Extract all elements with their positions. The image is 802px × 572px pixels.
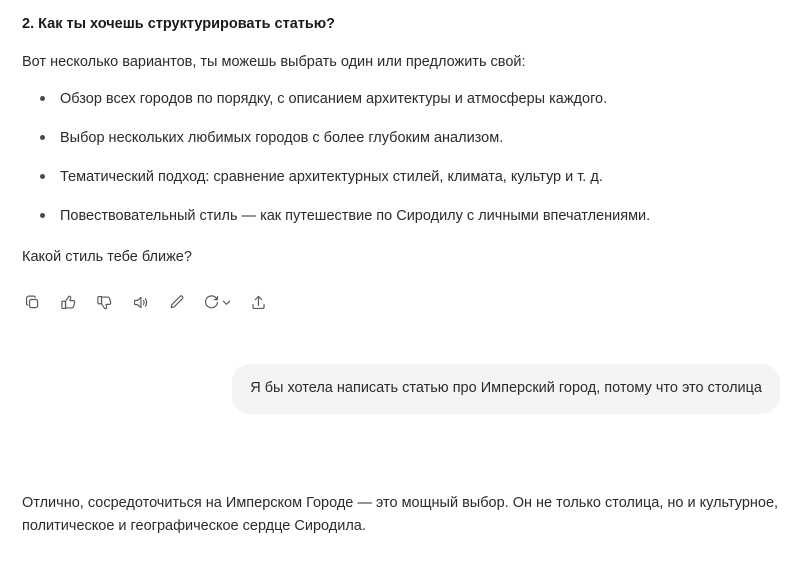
list-item-label: Повествовательный стиль — как путешествие по Сиродилу с личными впечатлениями. [60,208,651,225]
assistant-message-intro: Вот несколько вариантов, ты можешь выбрать один или предложить свой: [22,54,526,71]
list-item-label: Выбор нескольких любимых городов с более глубоким анализом. [60,130,504,147]
list-item-label: Тематический подход: сравнение архитектурных стилей, климата, культур и т. д. [60,169,603,186]
list-item [22,128,780,149]
message-action-bar [22,292,780,312]
speaker-icon[interactable] [130,292,150,312]
assistant-followup-message: Отлично, сосредоточиться на Имперском Городе — это мощный выбор. Он не только столица, но и культурное, политическое и географическое сердце Сиродила. [22,495,779,534]
chevron-down-icon [222,298,231,307]
list-item [22,167,780,188]
copy-icon[interactable] [22,292,42,312]
user-message-row [22,364,780,414]
thumbs-up-icon[interactable] [58,292,78,312]
list-item [22,89,780,110]
structure-options-list [22,89,780,227]
regenerate-icon[interactable] [202,292,232,312]
edit-pencil-icon[interactable] [166,292,186,312]
assistant-message-heading: 2. Как ты хочешь структурировать статью? [22,16,336,32]
assistant-closing-question: Какой стиль тебе ближе? [22,249,192,266]
list-item-label: Обзор всех городов по порядку, с описанием архитектуры и атмосферы каждого. [60,91,608,108]
assistant-message [22,14,780,312]
thumbs-down-icon[interactable] [94,292,114,312]
user-message-bubble: Я бы хотела написать статью про Имперский город, потому что это столица [232,364,780,414]
share-icon[interactable] [248,292,268,312]
chat-transcript [0,14,802,572]
list-item [22,206,780,227]
